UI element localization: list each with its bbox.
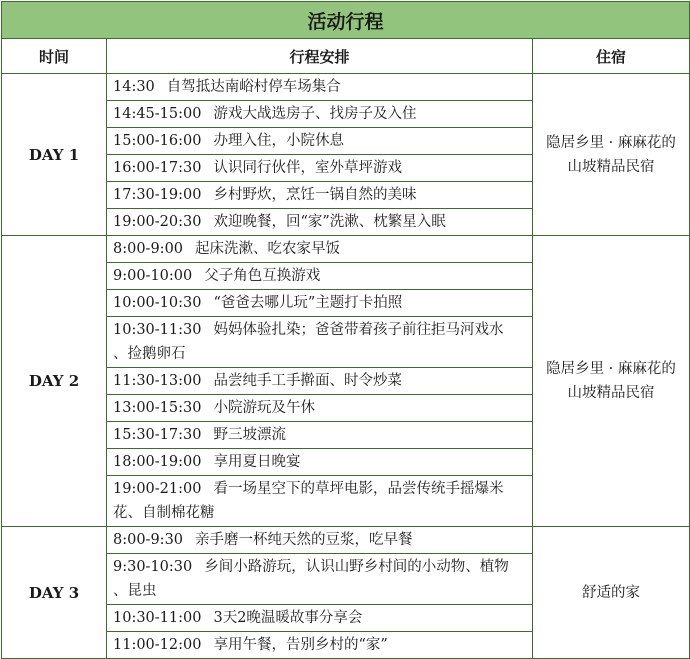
schedule-item	[107, 554, 533, 605]
schedule-time: 10:00-10:30	[113, 295, 202, 311]
schedule-time: 9:00-10:00	[113, 268, 193, 284]
header-schedule: 行程安排	[107, 39, 533, 74]
stay-name-line1: 舒适的家	[582, 584, 640, 601]
schedule-text: 野三坡漂流	[213, 427, 286, 443]
schedule-time: 9:30-10:30	[113, 559, 193, 575]
schedule-text-continued: 花、自制棉花糖	[113, 505, 215, 521]
schedule-item	[107, 236, 533, 263]
schedule-text-continued: 、昆虫	[113, 583, 157, 599]
schedule-time: 10:30-11:30	[113, 322, 202, 338]
table-title: 活动行程	[2, 2, 690, 39]
schedule-row	[2, 527, 690, 554]
schedule-text: 欢迎晚餐，回“家”洗漱、枕繁星入眠	[213, 214, 446, 230]
schedule-text: 乡间小路游玩，认识山野乡村间的小动物、植物	[204, 559, 509, 575]
schedule-text: 3天2晚温暖故事分享会	[213, 610, 363, 626]
day-label: DAY 1	[2, 74, 107, 236]
header-stay: 住宿	[533, 39, 690, 74]
schedule-item	[107, 449, 533, 476]
schedule-text-continued: 、捡鹅卵石	[113, 346, 186, 362]
schedule-text: 游戏大战选房子、找房子及入住	[213, 106, 417, 122]
itinerary-table	[1, 1, 690, 659]
schedule-item	[107, 368, 533, 395]
schedule-time: 11:30-13:00	[113, 373, 202, 389]
schedule-item	[107, 395, 533, 422]
schedule-item	[107, 74, 533, 101]
schedule-time: 14:45-15:00	[113, 106, 202, 122]
schedule-item	[107, 605, 533, 632]
schedule-time: 15:30-17:30	[113, 427, 202, 443]
schedule-time: 19:00-20:30	[113, 214, 202, 230]
schedule-text: 享用午餐，告别乡村的“家”	[213, 637, 388, 653]
itinerary-sheet	[1, 1, 689, 659]
schedule-item	[107, 527, 533, 554]
schedule-item	[107, 101, 533, 128]
stay-name-line2: 山坡精品民宿	[567, 385, 655, 401]
schedule-text: 父子角色互换游戏	[204, 268, 321, 284]
schedule-text: 认识同行伙伴，室外草坪游戏	[213, 160, 402, 176]
schedule-text: 品尝纯手工手擀面、时令炒菜	[213, 373, 402, 389]
schedule-item	[107, 128, 533, 155]
title-row	[2, 2, 690, 39]
schedule-time: 19:00-21:00	[113, 481, 202, 497]
schedule-text: 自驾抵达南峪村停车场集合	[166, 79, 341, 95]
itinerary-body	[2, 74, 690, 659]
stay-name-line2: 山坡精品民宿	[567, 158, 655, 175]
day-label: DAY 2	[2, 236, 107, 527]
schedule-item	[107, 632, 533, 659]
schedule-item	[107, 263, 533, 290]
schedule-time: 17:30-19:00	[113, 187, 202, 203]
schedule-time: 11:00-12:00	[113, 637, 202, 653]
schedule-text: 起床洗漱、吃农家早饭	[195, 241, 341, 257]
schedule-item	[107, 155, 533, 182]
schedule-item	[107, 290, 533, 317]
schedule-text: 妈妈体验扎染；爸爸带着孩子前往拒马河戏水	[213, 322, 504, 338]
schedule-text: 看一场星空下的草坪电影，品尝传统手摇爆米	[213, 481, 504, 497]
stay-cell	[533, 236, 690, 527]
stay-cell	[533, 74, 690, 236]
schedule-item	[107, 422, 533, 449]
schedule-text: 享用夏日晚宴	[213, 454, 301, 470]
schedule-text: 乡村野炊，烹饪一锅自然的美味	[213, 187, 417, 203]
schedule-item	[107, 476, 533, 527]
schedule-time: 14:30	[113, 79, 155, 95]
schedule-time: 10:30-11:00	[113, 610, 202, 626]
schedule-time: 8:00-9:00	[113, 241, 184, 257]
schedule-item	[107, 209, 533, 236]
schedule-time: 18:00-19:00	[113, 454, 202, 470]
day-label: DAY 3	[2, 527, 107, 659]
header-time: 时间	[2, 39, 107, 74]
schedule-text: “爸爸去哪儿玩”主题打卡拍照	[213, 295, 403, 311]
schedule-time: 16:00-17:30	[113, 160, 202, 176]
stay-name-line1: 隐居乡里 · 麻麻花的	[546, 361, 676, 377]
schedule-row	[2, 236, 690, 263]
schedule-item	[107, 182, 533, 209]
schedule-time: 13:00-15:30	[113, 400, 202, 416]
schedule-text: 小院游玩及午休	[213, 400, 315, 416]
header-row	[2, 39, 690, 74]
schedule-row	[2, 74, 690, 101]
schedule-item	[107, 317, 533, 368]
schedule-time: 15:00-16:00	[113, 133, 202, 149]
schedule-time: 8:00-9:30	[113, 532, 184, 548]
schedule-text: 办理入住，小院休息	[213, 133, 344, 149]
stay-cell	[533, 527, 690, 659]
stay-name-line1: 隐居乡里 · 麻麻花的	[546, 134, 676, 151]
schedule-text: 亲手磨一杯纯天然的豆浆，吃早餐	[195, 532, 413, 548]
